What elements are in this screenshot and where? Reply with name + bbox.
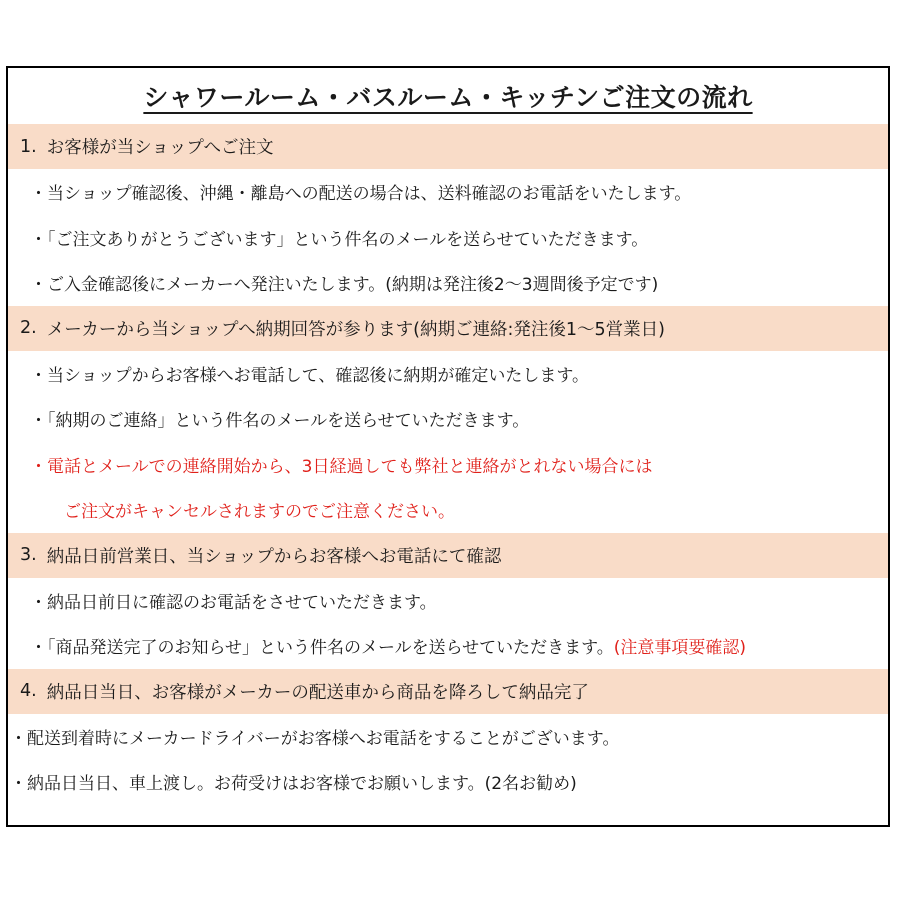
step-2-warning-line-2: ご注文がキャンセルされますのでご注意ください。: [64, 502, 455, 523]
title-row: [8, 68, 888, 124]
step-2-heading: メーカーから当ショップへ納期回答が参ります(納期ご連絡:発注後1～5営業日): [46, 319, 665, 340]
step-1-item-2: ・「ご注文ありがとうございます」という件名のメールを送らせていただきます。: [30, 229, 649, 250]
step-3-item-1: ・納品日前日に確認のお電話をさせていただきます。: [30, 592, 437, 613]
step-4-heading: 納品日当日、お客様がメーカーの配送車から商品を降ろして納品完了: [46, 682, 589, 703]
step-4-number: 4.: [20, 681, 37, 701]
step-3-item-2: [8, 623, 888, 669]
step-4-item-2: ・納品日当日、車上渡し。お荷受けはお客様でお願いします。(2名お勧め): [10, 774, 577, 795]
caution-note: (注意事項要確認): [613, 638, 747, 659]
step-1-item-1: ・当ショップ確認後、沖縄・離島への配送の場合は、送料確認のお電話をいたします。: [30, 184, 692, 205]
step-3-header: [8, 533, 888, 578]
step-4-item-1: ・配送到着時にメーカードライバーがお客様へお電話をすることがございます。: [10, 728, 620, 749]
step-1-item-3: ・ご入金確認後にメーカーへ発注いたします。(納期は発注後2～3週間後予定です): [30, 275, 659, 296]
step-2-item-1: ・当ショップからお客様へお電話して、確認後に納期が確定いたします。: [30, 365, 589, 386]
step-3-item-2-text: ・「商品発送完了のお知らせ」という件名のメールを送らせていただきます。: [30, 638, 614, 659]
step-2-item-2: ・「納期のご連絡」という件名のメールを送らせていただきます。: [30, 411, 530, 432]
step-2-number: 2.: [20, 318, 37, 338]
step-1-header: [8, 124, 888, 169]
page-title: シャワールーム・バスルーム・キッチンご注文の流れ: [143, 83, 753, 112]
step-3-heading: 納品日前営業日、当ショップからお客様へお電話にて確認: [46, 546, 502, 567]
step-1-number: 1.: [20, 136, 37, 157]
step-1-heading: お客様が当ショップへご注文: [46, 138, 274, 158]
order-flow-panel: [6, 66, 890, 827]
step-2-warning-line-1: ・電話とメールでの連絡開始から、3日経過しても弊社と連絡がとれない場合には: [30, 456, 653, 477]
step-4-header: [8, 669, 888, 714]
step-3-number: 3.: [20, 545, 37, 565]
step-2-header: [8, 306, 888, 351]
